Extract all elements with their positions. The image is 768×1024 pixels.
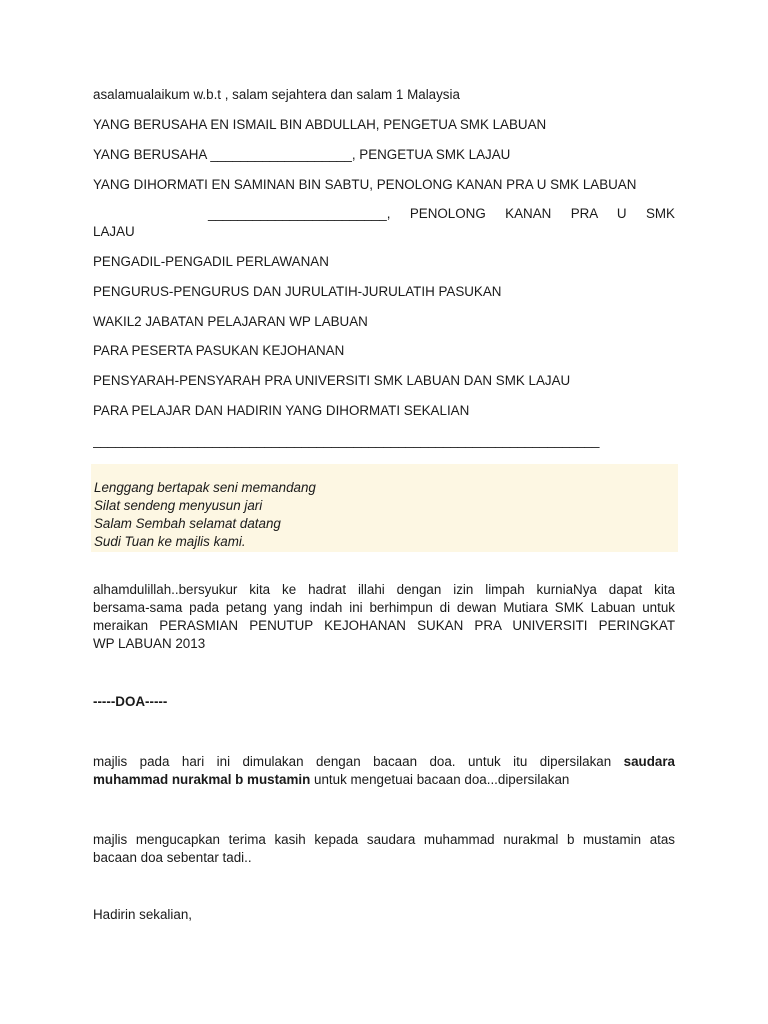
doa-reader-name-part: saudara bbox=[623, 754, 675, 769]
separator-line: ____________________________________________________________________ bbox=[93, 433, 600, 448]
pantun-line: Sudi Tuan ke majlis kami. bbox=[94, 534, 246, 549]
opening-paragraph-line: bersama-sama pada petang yang indah ini berhimpun di dewan Mutiara SMK Labuan untuk bbox=[93, 600, 675, 615]
doa-invitation-text-2: untuk mengetuai bacaan doa...dipersilakan bbox=[310, 772, 570, 787]
pantun-line: Lenggang bertapak seni memandang bbox=[94, 480, 316, 495]
salutation-pensyarah: PENSYARAH-PENSYARAH PRA UNIVERSITI SMK LABUAN DAN SMK LAJAU bbox=[93, 373, 571, 388]
pantun-line: Silat sendeng menyusun jari bbox=[94, 498, 263, 513]
doa-heading: -----DOA----- bbox=[93, 694, 168, 709]
salutation-penolong-kanan-lajau-continued: LAJAU bbox=[93, 224, 135, 239]
salutation-penolong-kanan-labuan: YANG DIHORMATI EN SAMINAN BIN SABTU, PENOLONG KANAN PRA U SMK LABUAN bbox=[93, 177, 637, 192]
salutation-wakil: WAKIL2 JABATAN PELAJARAN WP LABUAN bbox=[93, 314, 368, 329]
doa-invitation-line bbox=[93, 753, 675, 771]
doa-invitation-text: majlis pada hari ini dimulakan dengan bacaan doa. untuk itu dipersilakan bbox=[93, 754, 612, 769]
doa-invitation-line-2 bbox=[93, 771, 675, 789]
salutation-pengetua-lajau: YANG BERUSAHA ___________________, PENGETUA SMK LAJAU bbox=[93, 147, 511, 162]
closing-address: Hadirin sekalian, bbox=[93, 907, 192, 922]
salutation-pengetua-labuan: YANG BERUSAHA EN ISMAIL BIN ABDULLAH, PENGETUA SMK LABUAN bbox=[93, 117, 547, 132]
opening-paragraph-line: alhamdulillah..bersyukur kita ke hadrat illahi dengan izin limpah kurniaNya dapat kita bbox=[93, 582, 675, 597]
thanks-paragraph-line: majlis mengucapkan terima kasih kepada saudara muhammad nurakmal b mustamin atas bbox=[93, 832, 675, 847]
salutation-penolong-kanan-lajau: ________________________, PENOLONG KANAN PRA U SMK bbox=[208, 206, 675, 221]
opening-paragraph-line: meraikan PERASMIAN PENUTUP KEJOHANAN SUKAN PRA UNIVERSITI PERINGKAT bbox=[93, 618, 675, 633]
pantun-line: Salam Sembah selamat datang bbox=[94, 516, 281, 531]
pantun-box bbox=[91, 464, 678, 552]
salutation-pelajar-hadirin: PARA PELAJAR DAN HADIRIN YANG DIHORMATI SEKALIAN bbox=[93, 403, 470, 418]
salutation-peserta: PARA PESERTA PASUKAN KEJOHANAN bbox=[93, 343, 345, 358]
opening-paragraph-line: WP LABUAN 2013 bbox=[93, 636, 206, 651]
doa-reader-name: muhammad nurakmal b mustamin bbox=[93, 772, 311, 787]
salutation-pengadil: PENGADIL-PENGADIL PERLAWANAN bbox=[93, 254, 329, 269]
greeting-line: asalamualaikum w.b.t , salam sejahtera dan salam 1 Malaysia bbox=[93, 87, 460, 102]
salutation-pengurus: PENGURUS-PENGURUS DAN JURULATIH-JURULATIH PASUKAN bbox=[93, 284, 502, 299]
thanks-paragraph-line: bacaan doa sebentar tadi.. bbox=[93, 850, 252, 865]
